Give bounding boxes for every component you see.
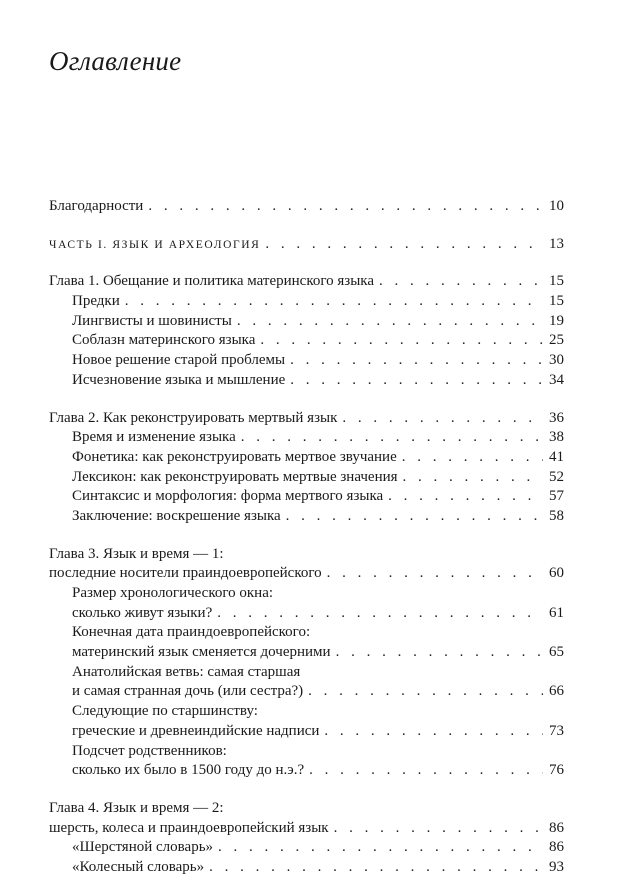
part-title: ЧАСТЬ I. ЯЗЫК И АРХЕОЛОГИЯ — [49, 238, 261, 251]
toc-section[interactable] — [49, 331, 564, 351]
chapter-title: Глава 2. Как реконструировать мертвый язык — [49, 409, 338, 426]
toc-chapter-4[interactable] — [49, 819, 564, 839]
section-title: греческие и древнеиндийские надписи — [72, 722, 320, 739]
leader-dots — [290, 351, 543, 371]
toc-section[interactable] — [49, 312, 564, 332]
leader-dots — [324, 722, 543, 742]
toc-section[interactable] — [49, 604, 564, 624]
section-title-line: Конечная дата праиндоевропейского: — [72, 624, 311, 641]
toc-section[interactable] — [49, 448, 564, 468]
leader-dots — [342, 409, 543, 429]
leader-dots — [290, 371, 543, 391]
page-number: 41 — [549, 448, 564, 465]
toc-entry-text: Благодарности — [49, 198, 144, 214]
section-title: «Колесный словарь» — [72, 858, 205, 875]
toc-section[interactable] — [49, 761, 564, 781]
leader-dots — [309, 761, 543, 781]
leader-dots — [327, 564, 543, 584]
toc-part-1[interactable] — [49, 235, 564, 255]
section-title: Предки — [72, 293, 120, 310]
section-title: сколько живут языки? — [72, 604, 213, 621]
toc-section[interactable] — [49, 468, 564, 488]
section-title-line: Анатолийская ветвь: самая старшая — [72, 663, 301, 680]
section-title-line: Размер хронологического окна: — [72, 585, 274, 601]
section-title: сколько их было в 1500 году до н.э.? — [72, 762, 305, 779]
toc-section[interactable] — [49, 858, 564, 878]
page-number: 93 — [549, 858, 564, 875]
toc-section[interactable] — [49, 722, 564, 742]
page-number: 38 — [549, 429, 564, 446]
leader-dots — [402, 448, 543, 468]
page-number: 25 — [549, 332, 564, 349]
leader-dots — [260, 331, 543, 351]
page-number: 86 — [549, 819, 564, 836]
leader-dots — [241, 428, 543, 448]
leader-dots — [379, 272, 543, 292]
section-title: Лингвисты и шовинисты — [72, 312, 232, 329]
leader-dots — [265, 235, 543, 255]
page-number: 65 — [549, 644, 564, 661]
toc-chapter-2[interactable] — [49, 409, 564, 429]
section-title: Лексикон: как реконструировать мертвые значения — [72, 468, 398, 485]
page-number: 58 — [549, 507, 564, 524]
toc-section[interactable] — [49, 487, 564, 507]
section-title: материнский язык сменяется дочерними — [72, 644, 331, 661]
leader-dots — [125, 292, 543, 312]
page-number: 10 — [549, 198, 564, 214]
page-number: 60 — [549, 565, 564, 582]
chapter-title-line: Глава 4. Язык и время — 2: — [49, 799, 224, 816]
section-title-line: Подсчет родственников: — [72, 742, 227, 759]
toc-section[interactable] — [49, 428, 564, 448]
page-number: 73 — [549, 722, 564, 739]
toc-section[interactable] — [49, 682, 564, 702]
page-number: 57 — [549, 488, 564, 505]
leader-dots — [308, 682, 543, 702]
page-title: Оглавление — [49, 46, 182, 76]
toc-section[interactable] — [49, 292, 564, 312]
table-of-contents — [49, 197, 564, 878]
chapter-title-line: Глава 3. Язык и время — 1: — [49, 545, 224, 562]
page-number: 15 — [549, 293, 564, 310]
chapter-title: шерсть, колеса и праиндоевропейский язык — [49, 819, 329, 836]
toc-section[interactable] — [49, 371, 564, 391]
section-title: «Шерстяной словарь» — [72, 839, 214, 856]
section-title: Синтаксис и морфология: форма мертвого языка — [72, 488, 384, 505]
section-title: Время и изменение языка — [72, 429, 236, 446]
section-title: и самая странная дочь (или сестра?) — [72, 683, 304, 700]
leader-dots — [218, 838, 543, 858]
page-number: 34 — [549, 371, 564, 388]
toc-chapter-1[interactable] — [49, 272, 564, 292]
page-number: 66 — [549, 683, 564, 700]
toc-section[interactable] — [49, 507, 564, 527]
toc-entry-acknowledgments[interactable] — [49, 197, 564, 217]
chapter-title: последние носители праиндоевропейского — [49, 565, 322, 582]
leader-dots — [403, 468, 543, 488]
leader-dots — [237, 312, 543, 332]
page-number: 86 — [549, 839, 564, 856]
page-number: 19 — [549, 312, 564, 329]
section-title: Соблазн материнского языка — [72, 332, 256, 349]
toc-section[interactable] — [49, 351, 564, 371]
toc-section[interactable] — [49, 643, 564, 663]
page-number: 76 — [549, 762, 564, 779]
section-title: Фонетика: как реконструировать мертвое звучание — [72, 448, 397, 465]
leader-dots — [286, 507, 543, 527]
page-number: 52 — [549, 468, 564, 485]
page-number: 13 — [549, 235, 564, 252]
toc-chapter-3[interactable] — [49, 564, 564, 584]
page-number: 15 — [549, 273, 564, 290]
chapter-title: Глава 1. Обещание и политика материнского языка — [49, 273, 375, 290]
page-number: 61 — [549, 604, 564, 621]
leader-dots — [388, 487, 543, 507]
page-number: 30 — [549, 352, 564, 369]
leader-dots — [209, 858, 543, 878]
section-title-line: Следующие по старшинству: — [72, 703, 258, 720]
leader-dots — [334, 819, 543, 839]
leader-dots — [148, 197, 543, 217]
leader-dots — [217, 604, 543, 624]
section-title: Новое решение старой проблемы — [72, 352, 286, 369]
toc-section[interactable] — [49, 838, 564, 858]
page-number: 36 — [549, 409, 564, 426]
leader-dots — [336, 643, 543, 663]
section-title: Исчезновение языка и мышление — [72, 371, 286, 388]
section-title: Заключение: воскрешение языка — [72, 507, 281, 524]
